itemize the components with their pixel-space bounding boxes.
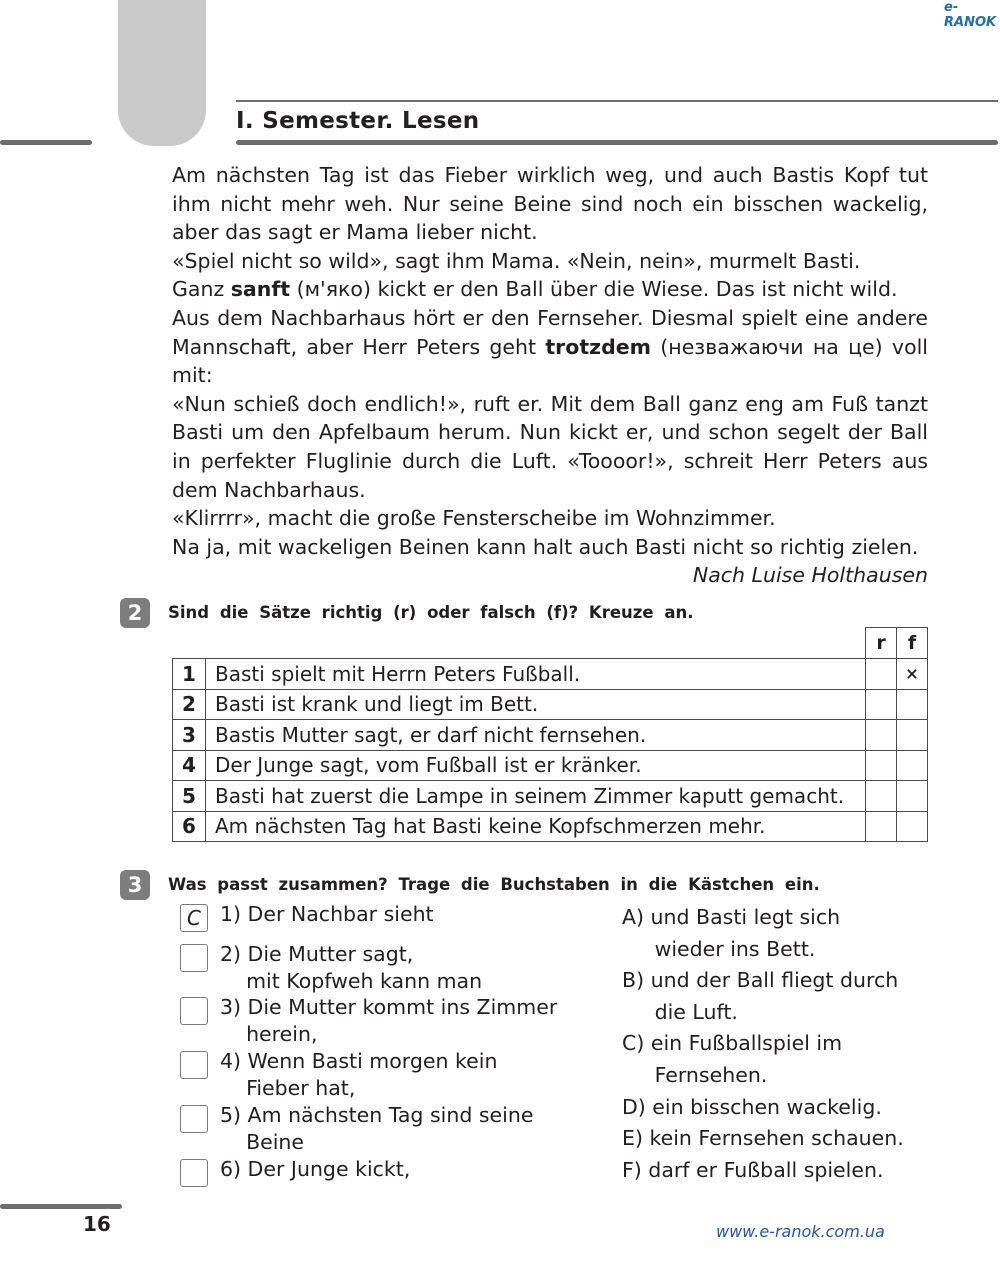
row-number: 6 — [173, 811, 206, 842]
checkbox-f[interactable]: × — [897, 659, 928, 690]
answer-box[interactable] — [180, 944, 208, 972]
left-margin-rule — [0, 140, 92, 145]
sentence-start: 1) Der Nachbar sieht — [220, 902, 434, 926]
sentence-start: 4) Wenn Basti morgen kein Fieber hat, — [220, 1049, 498, 1100]
answer-box[interactable] — [180, 1105, 208, 1133]
reading-text — [172, 161, 928, 590]
column-f-header: f — [897, 628, 928, 659]
footer-rule — [0, 1204, 122, 1209]
table-row — [173, 720, 928, 751]
publisher-url[interactable]: www.e-ranok.com.ua — [716, 1222, 885, 1241]
statement-text: Bastis Mutter sagt, er darf nicht fernsehen. — [206, 720, 866, 751]
table-row — [173, 811, 928, 842]
statement-text: Basti ist krank und liegt im Bett. — [206, 689, 866, 720]
checkbox-f[interactable] — [897, 750, 928, 781]
checkbox-f[interactable] — [897, 720, 928, 751]
checkbox-r[interactable] — [866, 659, 897, 690]
checkbox-r[interactable] — [866, 689, 897, 720]
story-paragraph-5: «Nun schieß doch endlich!», ruft er. Mit dem Ball ganz eng am Fuß tanzt Basti um den Apfelbaum herum. Nun kickt er, und schon segelt der Ball in perfekter Fluglinie durch die Luft. «Toooor!», schreit Herr Peters aus dem Nachbarhaus. — [172, 391, 928, 502]
publisher-logo — [944, 0, 1000, 30]
checkbox-r[interactable] — [866, 811, 897, 842]
story-paragraph-7: Na ja, mit wackeligen Beinen kann halt auch Basti nicht so richtig zielen. — [172, 534, 919, 559]
story-paragraph-2: «Spiel nicht so wild», sagt ihm Mama. «Nein, nein», murmelt Basti. — [172, 248, 861, 273]
checkbox-f[interactable] — [897, 811, 928, 842]
statement-text: Basti spielt mit Herrn Peters Fußball. — [206, 659, 866, 690]
page-number: 16 — [83, 1212, 111, 1236]
sentence-start: 6) Der Junge kickt, — [220, 1157, 411, 1181]
logo-text: e-RANOK — [944, 0, 997, 30]
option-b: B) und der Ball fliegt durch die Luft. — [622, 968, 899, 1024]
statement-text: Der Junge sagt, vom Fußball ist er kränker. — [206, 750, 866, 781]
table-row — [173, 750, 928, 781]
vocab-sanft: sanft — [230, 277, 291, 302]
answer-box[interactable] — [180, 997, 208, 1025]
answer-box[interactable] — [180, 1159, 208, 1187]
answer-box[interactable]: C — [180, 904, 208, 932]
task-3-number-badge: 3 — [120, 870, 150, 900]
sentence-start: 5) Am nächsten Tag sind seine Beine — [220, 1103, 534, 1154]
table-row — [173, 781, 928, 812]
checkbox-f[interactable] — [897, 689, 928, 720]
option-f: F) darf er Fußball spielen. — [622, 1158, 884, 1182]
row-number: 5 — [173, 781, 206, 812]
header-rule-bottom — [236, 140, 998, 145]
column-r-header: r — [866, 628, 897, 659]
statement-text: Basti hat zuerst die Lampe in seinem Zimmer kaputt gemacht. — [206, 781, 866, 812]
task-3-instruction: Was passt zusammen? Trage die Buchstaben in die Kästchen ein. — [168, 875, 820, 894]
story-paragraph-4: Aus dem Nachbarhaus hört er den Fernseher. Diesmal spielt eine andere Mannschaft, aber Herr Peters geht trotzdem (незважаючи на це) voll mit: — [172, 305, 928, 388]
sentence-start: 2) Die Mutter sagt, mit Kopfweh kann man — [220, 942, 483, 993]
story-paragraph-6: «Klirrrr», macht die große Fensterscheibe im Wohnzimmer. — [172, 506, 776, 531]
header-rule-top — [236, 100, 998, 102]
task-2-instruction: Sind die Sätze richtig (r) oder falsch (f)? Kreuze an. — [168, 603, 694, 622]
checkbox-r[interactable] — [866, 781, 897, 812]
statement-text: Am nächsten Tag hat Basti keine Kopfschmerzen mehr. — [206, 811, 866, 842]
sentence-start: 3) Die Mutter kommt ins Zimmer herein, — [220, 995, 558, 1046]
checkbox-r[interactable] — [866, 720, 897, 751]
row-number: 4 — [173, 750, 206, 781]
row-number: 2 — [173, 689, 206, 720]
checkbox-r[interactable] — [866, 750, 897, 781]
story-paragraph-3: Ganz sanft (м'яко) kickt er den Ball über die Wiese. Das ist nicht wild. — [172, 277, 898, 302]
story-paragraph-1: Am nächsten Tag ist das Fieber wirklich weg, und auch Bastis Kopf tut ihm nicht mehr weh. Nur seine Beine sind noch ein bisschen wackelig, aber das sagt er Mama lieber nicht. — [172, 163, 928, 245]
table-row — [173, 689, 928, 720]
option-d: D) ein bisschen wackelig. — [622, 1095, 882, 1119]
row-number: 3 — [173, 720, 206, 751]
vocab-trotzdem: trotzdem — [545, 334, 652, 359]
answer-box[interactable] — [180, 1051, 208, 1079]
option-c: C) ein Fußballspiel im Fernsehen. — [622, 1031, 843, 1087]
story-author: Nach Luise Holthausen — [692, 563, 928, 588]
option-a: A) und Basti legt sich wieder ins Bett. — [622, 905, 841, 961]
checkbox-f[interactable] — [897, 781, 928, 812]
page-title: I. Semester. Lesen — [236, 108, 480, 134]
task-2-number-badge: 2 — [120, 598, 150, 628]
option-e: E) kein Fernsehen schauen. — [622, 1126, 904, 1150]
page-tab-decoration — [118, 0, 206, 146]
true-false-table — [172, 627, 928, 842]
row-number: 1 — [173, 659, 206, 690]
table-row — [173, 659, 928, 690]
